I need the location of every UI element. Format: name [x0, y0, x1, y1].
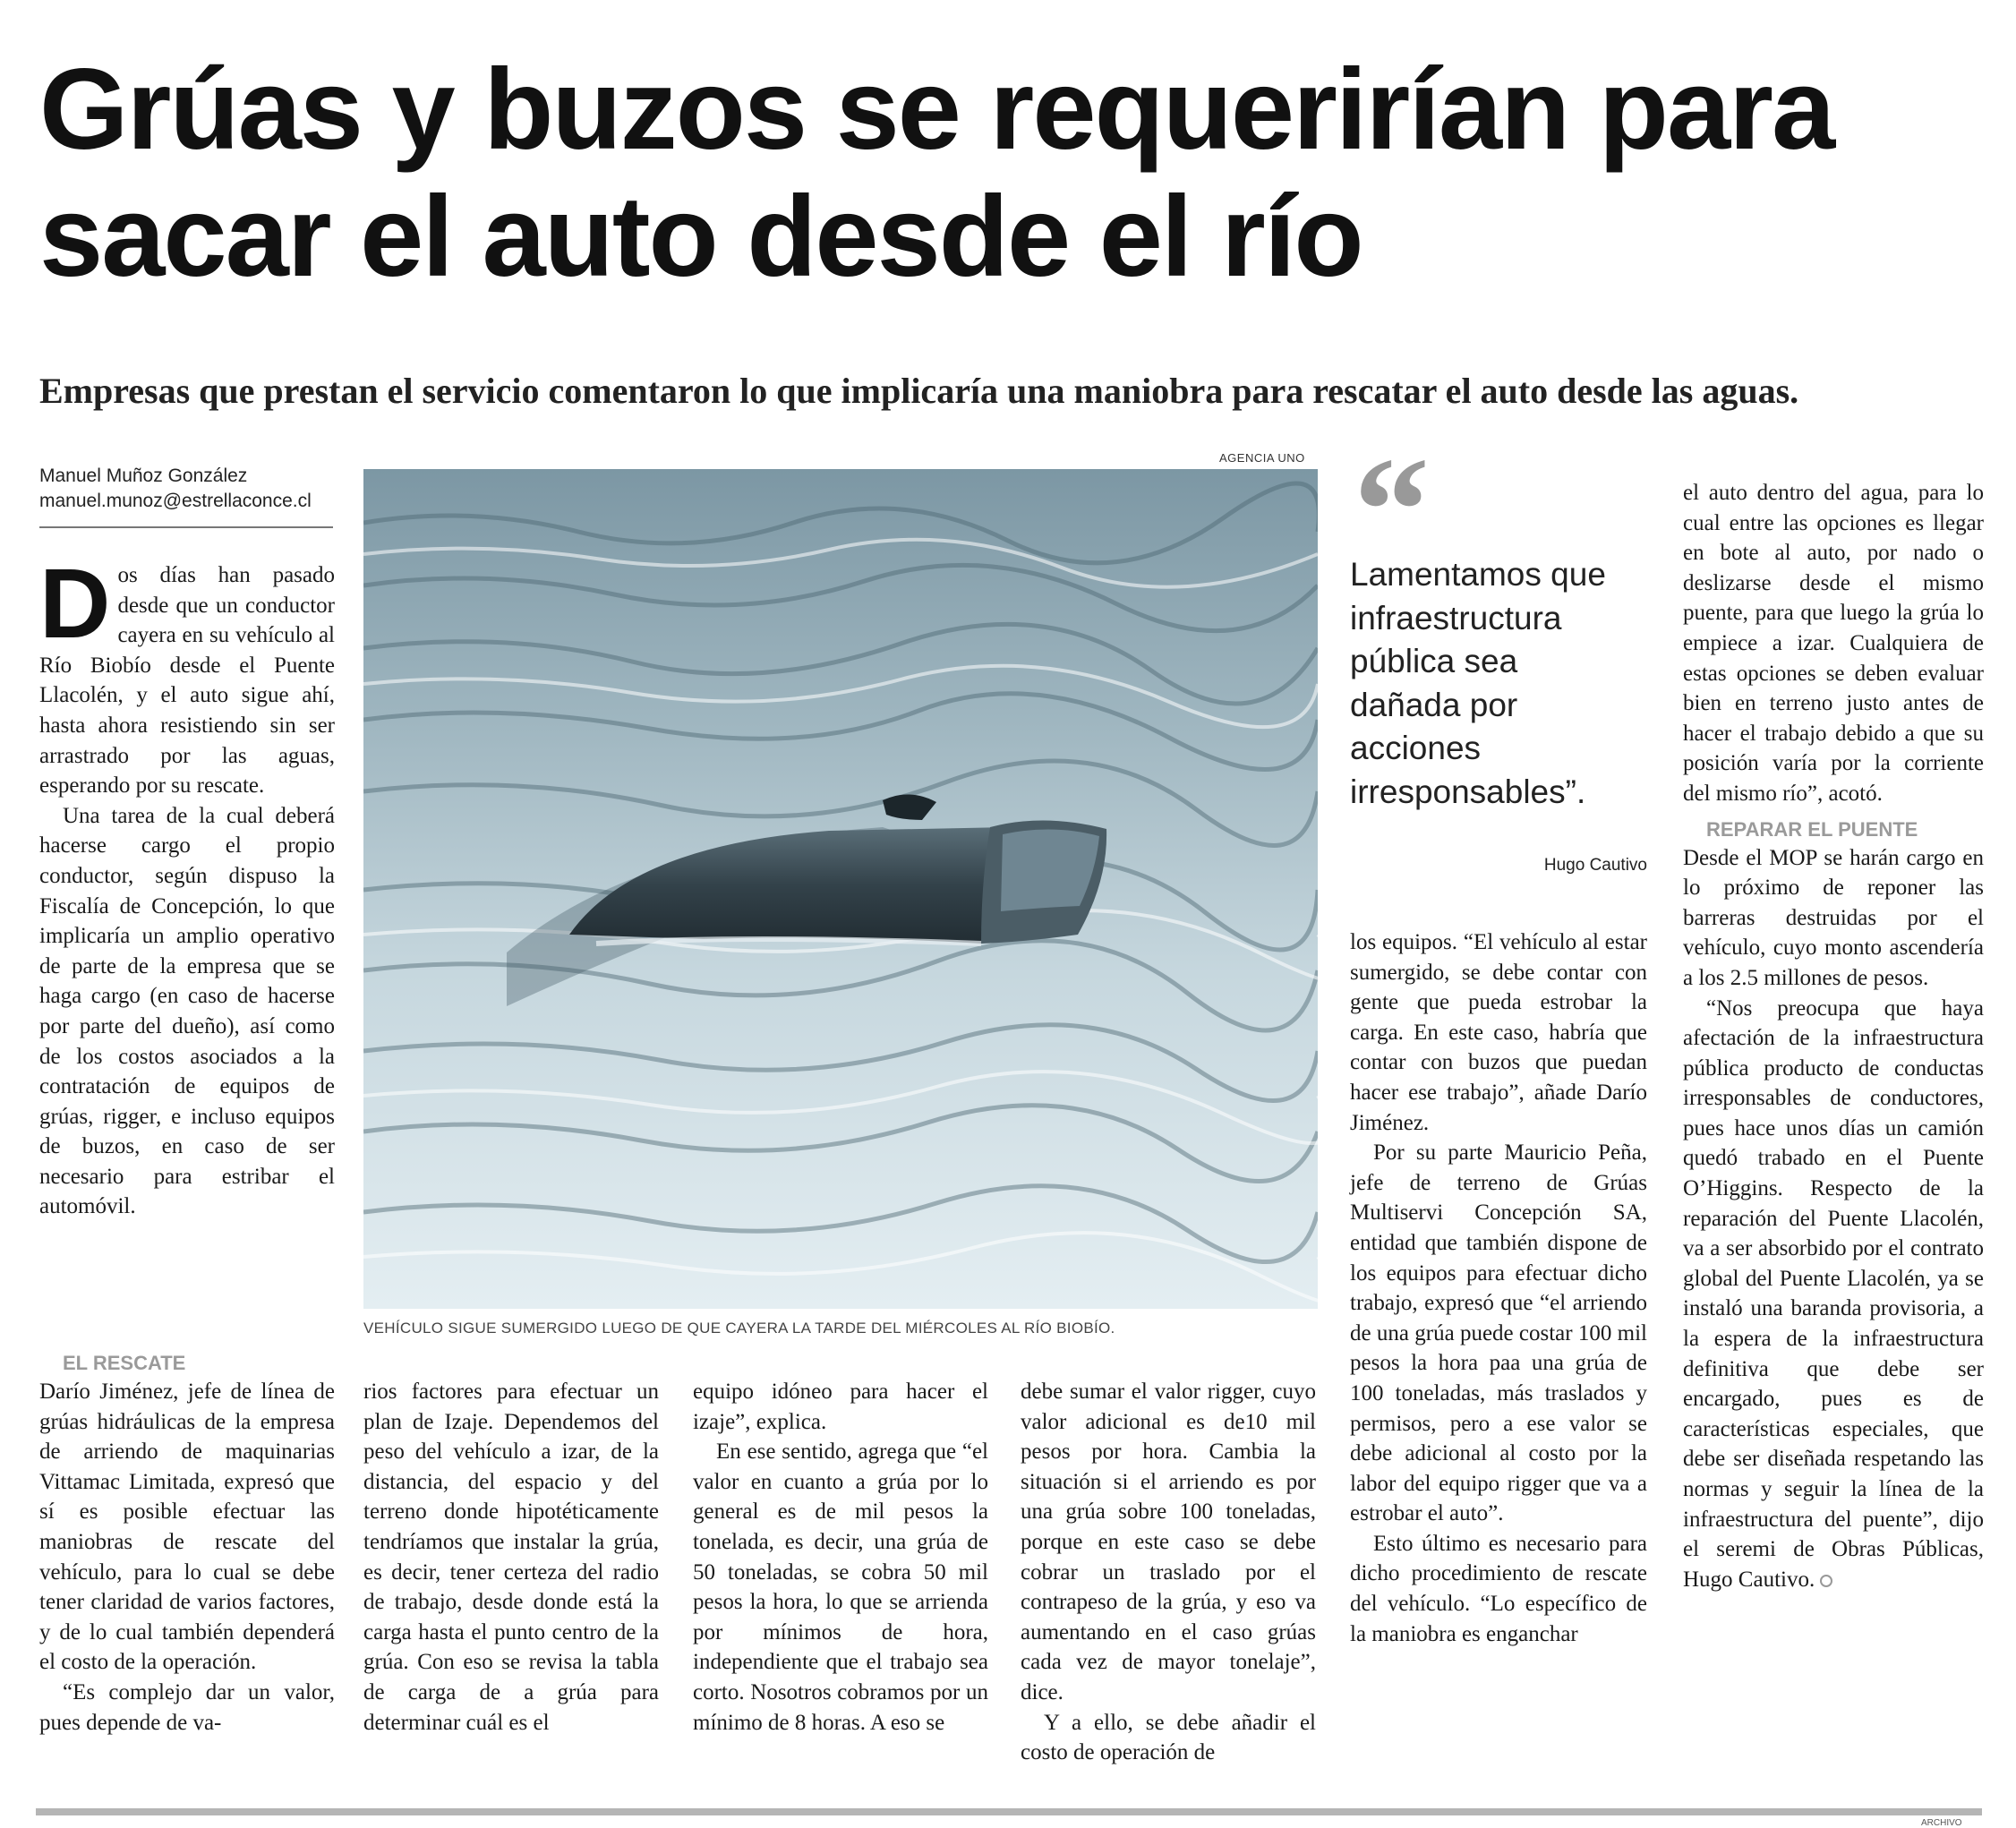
paragraph: [39, 549, 335, 801]
paragraph: Y a ello, se debe añadir el costo de operación de: [1021, 1710, 1316, 1765]
deck-subtitle: Empresas que prestan el servicio comentaron lo que implicaría una maniobra para rescatar el auto desde las aguas.: [39, 371, 1799, 411]
paragraph: Darío Jiménez, jefe de línea de grúas hidráulicas de la empresa de arriendo de maquinarias Vittamac Limitada, expresó que sí es posible efectuar las maniobras de rescate del vehículo, para lo cual se debe tener claridad de varios factores, y de lo cual también dependerá el costo de la operación.: [39, 1380, 335, 1675]
paragraph: debe sumar el valor rigger, cuyo valor adicional es de10 mil pesos por hora. Cambia la situación si el arriendo es por una grúa sobre 100 toneladas, porque en este caso se debe cobrar un traslado por el contrapeso de la grúa, y eso va aumentando en el caso grúas cada vez de mayor tonelaje”, dice.: [1021, 1380, 1316, 1704]
drop-cap: D: [39, 549, 111, 659]
section-label-reparar: REPARAR EL PUENTE: [1706, 817, 1918, 841]
article-column-2: [363, 1377, 659, 1738]
archive-label: ARCHIVO: [1921, 1818, 1962, 1828]
paragraph: [1683, 994, 1984, 1595]
paragraph: “Es complejo dar un valor, pues depende de va-: [39, 1679, 335, 1735]
paragraph-text: “Nos preocupa que haya afectación de la infraestructura pública producto de conductas irresponsables de conductores, pues hace unos días un camión quedó trabado en el Puente O’Higgins. Respecto de la reparación del Puente Llacolén, va a ser absorbido por el contrato global del Puente Llacolén, ya se instaló una baranda provisoria, a la espera de la infraestructura definitiva que debe ser encargado, pues es de características especiales, que debe ser diseñada respetando las normas y seguir la línea de la infraestructura del puente”, dijo el seremi de Obras Públicas, Hugo Cautivo.: [1683, 995, 1984, 1592]
pull-quote: Lamentamos que infraestructura pública sea dañada por acciones irresponsables”.: [1350, 556, 1606, 810]
article-column-1: [39, 549, 335, 1222]
headline: Grúas y buzos se requerirían para sacar el auto desde el río: [39, 46, 1834, 301]
paragraph: los equipos. “El vehículo al estar sumergido, se debe contar con gente que pueda estrobar la carga. En este caso, habría que contar con buzos que puedan hacer ese trabajo”, añade Darío Jiménez.: [1350, 930, 1647, 1135]
article-column-5: [1350, 927, 1647, 1649]
paragraph: Desde el MOP se harán cargo en lo próximo de reponer las barreras destruidas por el vehículo, cuyo monto ascendería a los 2.5 millones de pesos.: [1683, 845, 1984, 990]
quote-marks-icon: “: [1354, 426, 1430, 594]
article-column-3: [693, 1377, 988, 1738]
article-column-1-lower: [39, 1350, 335, 1738]
bottom-rule: [36, 1808, 1982, 1815]
pull-quote-attribution: Hugo Cautivo: [1543, 856, 1647, 875]
article-photo: [363, 469, 1318, 1309]
paragraph: equipo idóneo para hacer el izaje”, explica.: [693, 1380, 988, 1434]
byline-author: Manuel Muñoz González: [39, 466, 248, 486]
paragraph: Esto último es necesario para dicho procedimiento de rescate del vehículo. “Lo específico de la maniobra es enganchar: [1350, 1531, 1647, 1646]
paragraph: Una tarea de la cual deberá hacerse cargo el propio conductor, según dispuso la Fiscalía de Concepción, lo que implicaría un amplio operativo de parte de la empresa que se haga cargo (en caso de hacerse por parte del dueño), así como de los costos asociados a la contratación de equipos de grúas, rigger, e incluso equipos de buzos, en caso de ser necesario para estribar el automóvil.: [39, 803, 335, 1219]
byline-divider: [39, 526, 333, 528]
photo-credit: AGENCIA UNO: [1219, 451, 1305, 465]
paragraph: el auto dentro del agua, para lo cual entre las opciones es llegar en bote al auto, por nado o deslizarse desde el mismo puente, para que luego la grúa lo empiece a izar. Cualquiera de estas opciones se deben evaluar bien en terreno justo antes de hacer el trabajo debido a que su posición varía por la corriente del mismo río”, acotó.: [1683, 481, 1984, 806]
paragraph-text: os días han pasado desde que un conductor cayera en su vehículo al Río Biobío desde el Puente Llacolén, y el auto sigue ahí, hasta ahora resistiendo sin ser arrastrado por las aguas, esperando por su rescate.: [39, 563, 335, 799]
end-mark-icon: [1820, 1575, 1832, 1587]
paragraph: rios factores para efectuar un plan de Izaje. Dependemos del peso del vehículo a izar, de la distancia, del espacio y del terreno donde hipotéticamente tendríamos que instalar la grúa, es decir, tener certeza del radio de trabajo, desde donde está la carga hasta el punto centro de la grúa. Con eso se revisa la tabla de carga de a grúa para determinar cuál es el: [363, 1380, 659, 1735]
article-column-6: [1683, 478, 1984, 1594]
photo-caption: VEHÍCULO SIGUE SUMERGIDO LUEGO DE QUE CAYERA LA TARDE DEL MIÉRCOLES AL RÍO BIOBÍO.: [363, 1320, 1115, 1337]
byline-email[interactable]: manuel.munoz@estrellaconce.cl: [39, 491, 312, 511]
paragraph: Por su parte Mauricio Peña, jefe de terreno de Grúas Multiservi Concepción SA, entidad que también dispone de los equipos para efectuar dicho trabajo, expresó que “el arriendo de una grúa puede costar 100 mil pesos la hora paa una grúa de 100 toneladas, más traslados y permisos, pero a ese valor se debe adicional al costo por la labor del equipo rigger que va a estrobar el auto”.: [1350, 1140, 1647, 1526]
section-label-rescate: EL RESCATE: [63, 1352, 186, 1374]
article-column-4: [1021, 1377, 1316, 1768]
submerged-car-photo: [363, 469, 1318, 1309]
paragraph: En ese sentido, agrega que “el valor en cuanto a grúa por lo general es de mil pesos la tonelada, es decir, una grúa de 50 toneladas, se cobra 50 mil pesos la hora, lo que se arrienda por mínimos de hora, independiente que el trabajo sea corto. Nosotros cobramos por un mínimo de 8 horas. A eso se: [693, 1439, 988, 1735]
